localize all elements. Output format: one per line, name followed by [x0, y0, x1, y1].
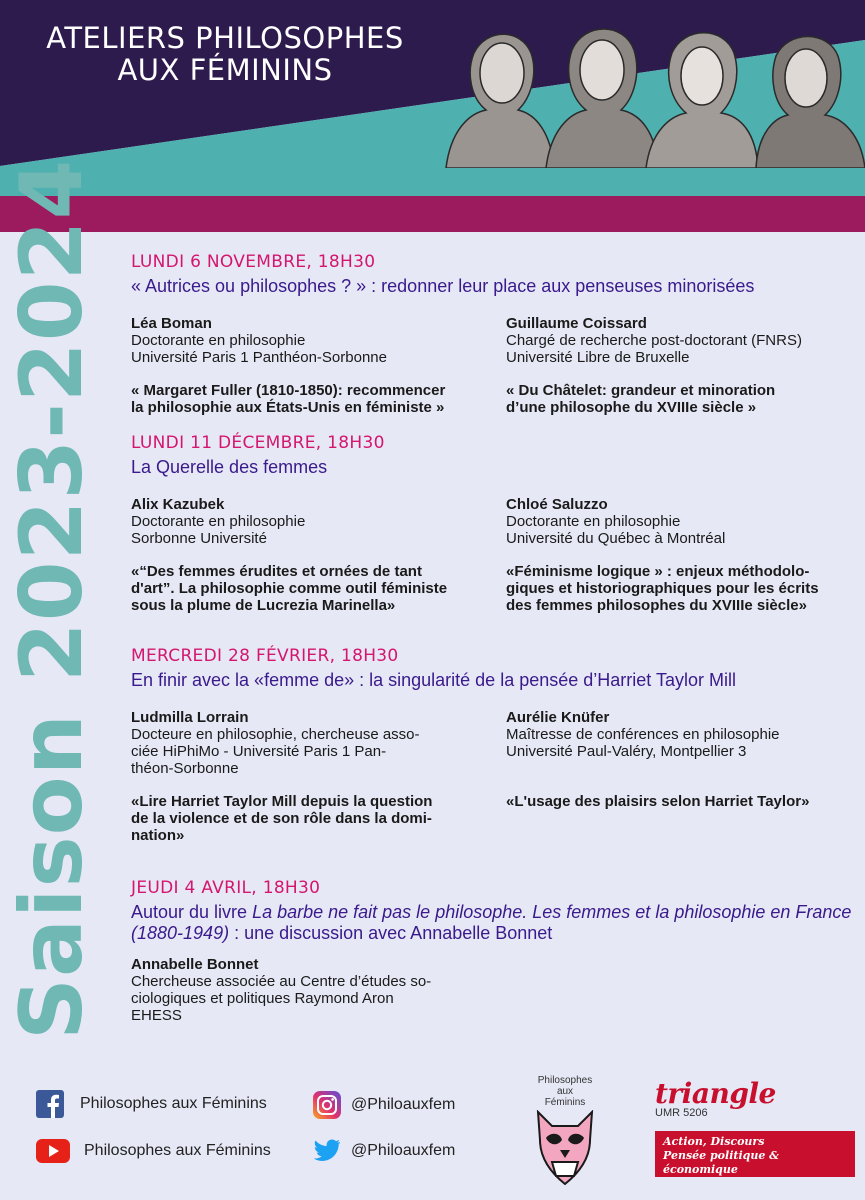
logo-text-line: aux [556, 1086, 574, 1097]
talk-title-line: d’une philosophe du XVIIIe siècle » [506, 399, 757, 416]
talk-title-line: la philosophie aux États-Unis en féministe » [131, 399, 445, 416]
talk-title-line: «“Des femmes érudites et ornées de tant [131, 563, 422, 580]
speaker-affiliation: EHESS [131, 1007, 182, 1024]
speaker-name: Chloé Saluzzo [506, 496, 608, 513]
twitter-icon [313, 1139, 341, 1163]
triangle-umr: UMR 5206 [655, 1107, 708, 1119]
speaker-affiliation: Université Paris 1 Panthéon-Sorbonne [131, 349, 387, 366]
talk-title-line: nation» [131, 827, 185, 844]
facebook-link[interactable] [36, 1090, 267, 1118]
speaker-role: Maîtresse de conférences en philosophie [506, 726, 780, 743]
instagram-icon [313, 1091, 341, 1119]
speaker-affiliation: Université du Québec à Montréal [506, 530, 726, 547]
session-3 [131, 646, 856, 844]
talk-title-line: « Du Châtelet: grandeur et minoration [506, 382, 776, 399]
speaker-role: ciée HiPhiMo - Université Paris 1 Pan- [131, 743, 387, 760]
logo-text-line: Philosophes [537, 1075, 593, 1086]
speaker-affiliation: théon-Sorbonne [131, 760, 239, 777]
talk-title-line: sous la plume de Lucrezia Marinella» [131, 597, 396, 614]
talk-title [506, 793, 858, 810]
speaker-affiliation: Sorbonne Université [131, 530, 267, 547]
speaker-card [506, 496, 858, 614]
session-title: En finir avec la «femme de» : la singularité de la pensée d’Harriet Taylor Mill [131, 670, 736, 690]
triangle-brand: triangle [655, 1077, 776, 1110]
header-title-line1: ATELIERS PHILOSOPHES [46, 21, 404, 55]
youtube-icon [36, 1139, 70, 1163]
session-1 [131, 252, 856, 416]
portraits-illustration [436, 18, 865, 168]
speaker-card [131, 956, 483, 1024]
youtube-label: Philosophes aux Féminins [84, 1142, 271, 1159]
talk-title [131, 382, 483, 416]
twitter-label: @Philoauxfem [351, 1142, 456, 1159]
speaker-card [131, 496, 483, 614]
speaker-name: Ludmilla Lorrain [131, 709, 249, 726]
instagram-label: @Philoauxfem [351, 1096, 456, 1113]
speaker-name: Alix Kazubek [131, 496, 225, 513]
talk-title [131, 563, 483, 614]
speaker-name: Aurélie Knüfer [506, 709, 610, 726]
triangle-logo [655, 1077, 855, 1177]
session-title: « Autrices ou philosophes ? » : redonner leur place aux penseuses minorisées [131, 276, 755, 296]
session-date: LUNDI 11 DÉCEMBRE, 18H30 [131, 433, 385, 453]
speaker-name: Annabelle Bonnet [131, 956, 259, 973]
philosophes-aux-feminins-logo [515, 1075, 615, 1185]
speaker-name: Léa Boman [131, 315, 212, 332]
speaker-role: Doctorante en philosophie [506, 513, 681, 530]
talk-title-line: «L'usage des plaisirs selon Harriet Taylor» [506, 793, 810, 810]
triangle-tagline: Action, Discours [663, 1135, 765, 1148]
instagram-link[interactable] [313, 1091, 455, 1119]
talk-title [131, 793, 483, 844]
session-title [131, 902, 853, 944]
speaker-card [131, 315, 483, 416]
talk-title-line: «Lire Harriet Taylor Mill depuis la question [131, 793, 433, 810]
session-date: JEUDI 4 AVRIL, 18H30 [131, 878, 321, 898]
header-title [30, 22, 420, 86]
session-4 [131, 878, 856, 1024]
talk-title-line: «Féminisme logique » : enjeux méthodolo- [506, 563, 810, 580]
session-title: La Querelle des femmes [131, 457, 328, 477]
speaker-role: Chercheuse associée au Centre d’études so- [131, 973, 432, 990]
facebook-icon [36, 1090, 64, 1118]
speaker-role: Doctorante en philosophie [131, 513, 306, 530]
talk-title [506, 563, 858, 614]
header-title-line2: AUX FÉMININS [117, 53, 333, 87]
youtube-link[interactable] [36, 1139, 271, 1163]
session-date: MERCREDI 28 FÉVRIER, 18H30 [131, 646, 399, 666]
session-2 [131, 433, 856, 614]
speaker-name: Guillaume Coissard [506, 315, 647, 332]
talk-title-line: giques et historiographiques pour les écrits [506, 580, 819, 597]
season-label: Saison 2023-2024 [2, 158, 102, 1040]
speaker-card [131, 709, 483, 844]
speaker-role: ciologiques et politiques Raymond Aron [131, 990, 394, 1007]
triangle-tagline: Pensée politique & économique [663, 1149, 780, 1176]
book-title: La barbe ne fait pas le philosophe. Les femmes et la philosophie en France (1880-1949) [131, 902, 852, 943]
logo-text-line: Féminins [544, 1097, 586, 1108]
triangle-tagline-box [655, 1131, 855, 1177]
session-date: LUNDI 6 NOVEMBRE, 18H30 [131, 252, 376, 272]
speaker-affiliation: Université Libre de Bruxelle [506, 349, 690, 366]
speaker-card [506, 709, 858, 810]
owl-mask-icon [532, 1110, 598, 1186]
speaker-role: Chargé de recherche post-doctorant (FNRS) [506, 332, 802, 349]
speaker-affiliation: Université Paul-Valéry, Montpellier 3 [506, 743, 747, 760]
speaker-card [506, 315, 858, 416]
talk-title [506, 382, 858, 416]
talk-title-line: « Margaret Fuller (1810-1850): recommencer [131, 382, 446, 399]
session-title-prefix: Autour du livre [131, 902, 253, 922]
header-banner [0, 0, 865, 232]
twitter-link[interactable] [313, 1139, 455, 1163]
talk-title-line: d'art”. La philosophie comme outil féministe [131, 580, 448, 597]
talk-title-line: des femmes philosophes du XVIIIe siècle» [506, 597, 807, 614]
speaker-role: Doctorante en philosophie [131, 332, 306, 349]
session-title-suffix: : une discussion avec Annabelle Bonnet [229, 923, 553, 943]
talk-title-line: de la violence et de son rôle dans la domi- [131, 810, 432, 827]
facebook-label: Philosophes aux Féminins [80, 1095, 267, 1112]
speaker-role: Docteure en philosophie, chercheuse asso- [131, 726, 420, 743]
